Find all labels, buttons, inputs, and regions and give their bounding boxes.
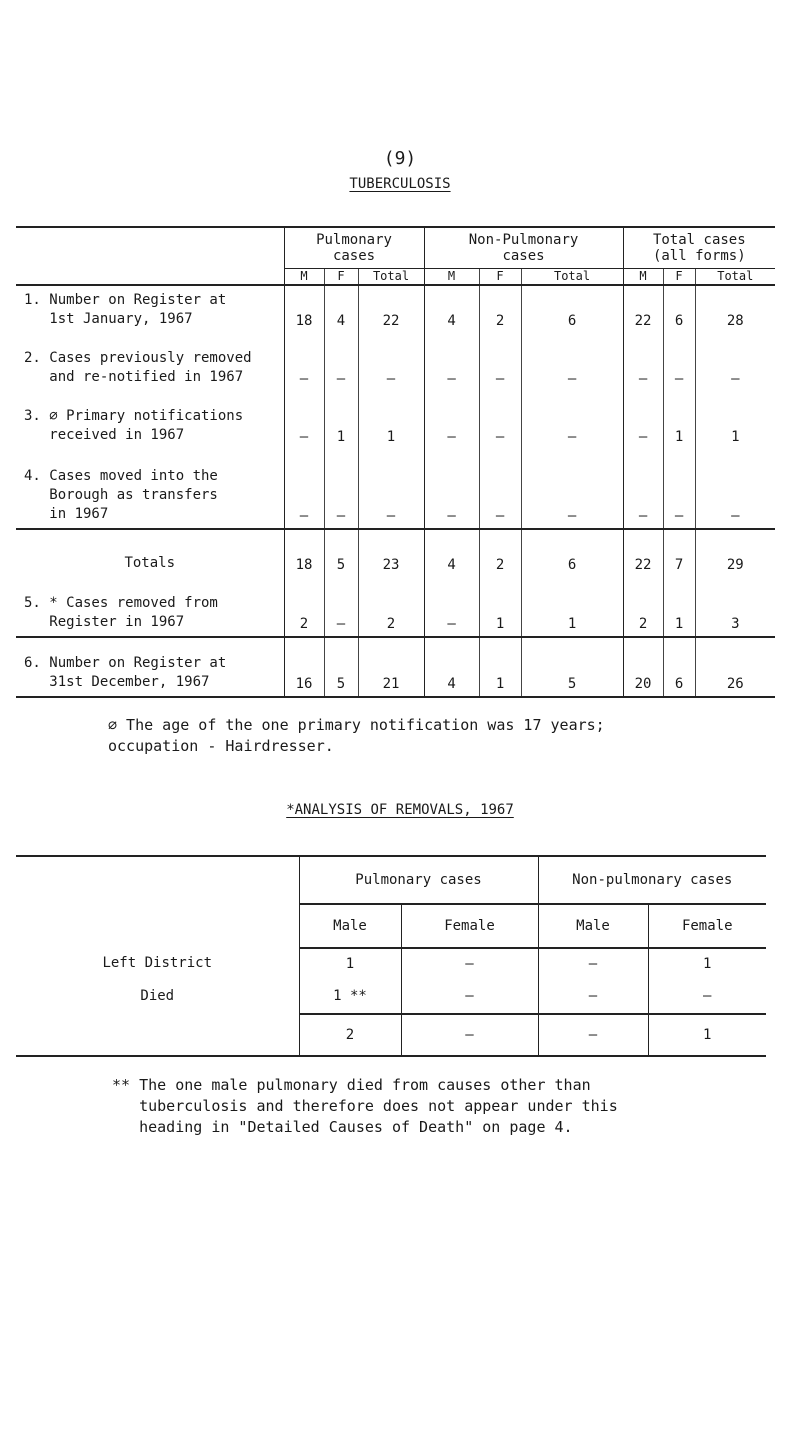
removals-analysis-table <box>16 855 766 1057</box>
table-row <box>16 285 775 333</box>
table-row <box>16 948 766 978</box>
cell: 6 <box>663 285 695 333</box>
cell: 1 <box>479 577 521 637</box>
cell: 20 <box>623 637 663 697</box>
cell: 1 <box>695 391 775 449</box>
cell: 1 <box>358 391 424 449</box>
cell: – <box>663 333 695 391</box>
cell: 2 <box>299 1014 401 1056</box>
cell: – <box>623 333 663 391</box>
page-number: (9) <box>383 148 417 169</box>
cell: 1 <box>324 391 358 449</box>
subheader: F <box>324 268 358 285</box>
subheader: Total <box>521 268 623 285</box>
cell: – <box>521 391 623 449</box>
cell: – <box>401 1014 538 1056</box>
row-label: 3. ∅ Primary notifications received in 1967 <box>24 407 244 443</box>
cell: – <box>623 391 663 449</box>
cell: 6 <box>521 529 623 577</box>
cell: 4 <box>424 529 479 577</box>
cell: 1 <box>663 391 695 449</box>
cell: 1 <box>663 577 695 637</box>
cell: – <box>538 978 648 1014</box>
cell: 2 <box>479 529 521 577</box>
group-header-non-pulmonary: Non-pulmonary cases <box>538 856 766 904</box>
cell: – <box>284 333 324 391</box>
subheader: M <box>623 268 663 285</box>
row-label: 6. Number on Register at 31st December, 1967 <box>16 637 284 697</box>
cell: 22 <box>623 285 663 333</box>
cell: – <box>401 948 538 978</box>
cell: 5 <box>324 529 358 577</box>
subheader: M <box>284 268 324 285</box>
cell: – <box>479 391 521 449</box>
subheader: Total <box>358 268 424 285</box>
cell: – <box>538 1014 648 1056</box>
totals-row <box>16 529 775 577</box>
cell: – <box>284 391 324 449</box>
cell: – <box>538 948 648 978</box>
cell: – <box>424 333 479 391</box>
cell: 5 <box>521 637 623 697</box>
cell: 1 <box>521 577 623 637</box>
cell: – <box>521 449 623 530</box>
cell: – <box>695 449 775 530</box>
cell: – <box>401 978 538 1014</box>
cell: 21 <box>358 637 424 697</box>
cell: 1 ** <box>299 978 401 1014</box>
table-row <box>16 333 775 391</box>
cell: – <box>663 449 695 530</box>
cell: 23 <box>358 529 424 577</box>
cell: – <box>424 449 479 530</box>
table-row <box>16 978 766 1014</box>
cell: 1 <box>648 948 766 978</box>
tuberculosis-register-table <box>16 226 775 698</box>
cell: 4 <box>424 637 479 697</box>
subheader: F <box>479 268 521 285</box>
cell: 2 <box>479 285 521 333</box>
subheader: Female <box>648 904 766 948</box>
cell: – <box>324 449 358 530</box>
page-title: TUBERCULOSIS <box>349 176 451 192</box>
row-label: 4. Cases moved into the Borough as transfers in 1967 <box>16 449 284 530</box>
cell: 2 <box>358 577 424 637</box>
cell: 4 <box>324 285 358 333</box>
cell: 1 <box>299 948 401 978</box>
cell: – <box>623 449 663 530</box>
subheader: F <box>663 268 695 285</box>
cell: 22 <box>623 529 663 577</box>
subheader: Male <box>299 904 401 948</box>
male-pulmonary-death-footnote: ** The one male pulmonary died from causes other than tuberculosis and therefore does not appear under this heading in "Detailed Causes of Death" on page 4. <box>112 1076 618 1136</box>
cell: 16 <box>284 637 324 697</box>
group-header-pulmonary: Pulmonary cases <box>284 227 424 268</box>
cell: – <box>358 333 424 391</box>
subheader: Female <box>401 904 538 948</box>
cell: 18 <box>284 285 324 333</box>
removed-row <box>16 577 775 637</box>
cell: 22 <box>358 285 424 333</box>
row-label: 5. * Cases removed from Register in 1967 <box>16 577 284 637</box>
cell: 5 <box>324 637 358 697</box>
cell: 6 <box>521 285 623 333</box>
cell: – <box>358 449 424 530</box>
cell: 3 <box>695 577 775 637</box>
table-row <box>16 449 775 530</box>
cell: – <box>521 333 623 391</box>
cell: 2 <box>623 577 663 637</box>
end-of-year-row <box>16 637 775 697</box>
table-row <box>16 391 775 449</box>
cell: 28 <box>695 285 775 333</box>
subheader: Total <box>695 268 775 285</box>
cell: 1 <box>479 637 521 697</box>
cell: 26 <box>695 637 775 697</box>
cell: – <box>648 978 766 1014</box>
header-blank <box>16 227 284 268</box>
cell: – <box>695 333 775 391</box>
cell: – <box>424 577 479 637</box>
cell: – <box>424 391 479 449</box>
totals-row <box>16 1014 766 1056</box>
row-label: 2. Cases previously removed and re-notified in 1967 <box>24 349 252 385</box>
cell: – <box>479 449 521 530</box>
removals-analysis-title: *ANALYSIS OF REMOVALS, 1967 <box>286 802 514 818</box>
cell: 4 <box>424 285 479 333</box>
cell: 1 <box>648 1014 766 1056</box>
cell: 2 <box>284 577 324 637</box>
row-label: Left District <box>102 955 213 971</box>
cell: 18 <box>284 529 324 577</box>
cell: – <box>324 333 358 391</box>
subheader: M <box>424 268 479 285</box>
cell: 7 <box>663 529 695 577</box>
group-header-non-pulmonary: Non-Pulmonary cases <box>424 227 623 268</box>
row-label: Died <box>140 988 175 1004</box>
subheader: Male <box>538 904 648 948</box>
primary-notification-footnote: ∅ The age of the one primary notification was 17 years; occupation - Hairdresser. <box>108 716 605 755</box>
group-header-total: Total cases (all forms) <box>623 227 775 268</box>
group-header-pulmonary: Pulmonary cases <box>299 856 538 904</box>
cell: – <box>479 333 521 391</box>
cell: – <box>284 449 324 530</box>
row-label: 1. Number on Register at 1st January, 1967 <box>24 291 227 327</box>
cell: 29 <box>695 529 775 577</box>
cell: 6 <box>663 637 695 697</box>
cell: – <box>324 577 358 637</box>
totals-label: Totals <box>124 554 176 571</box>
